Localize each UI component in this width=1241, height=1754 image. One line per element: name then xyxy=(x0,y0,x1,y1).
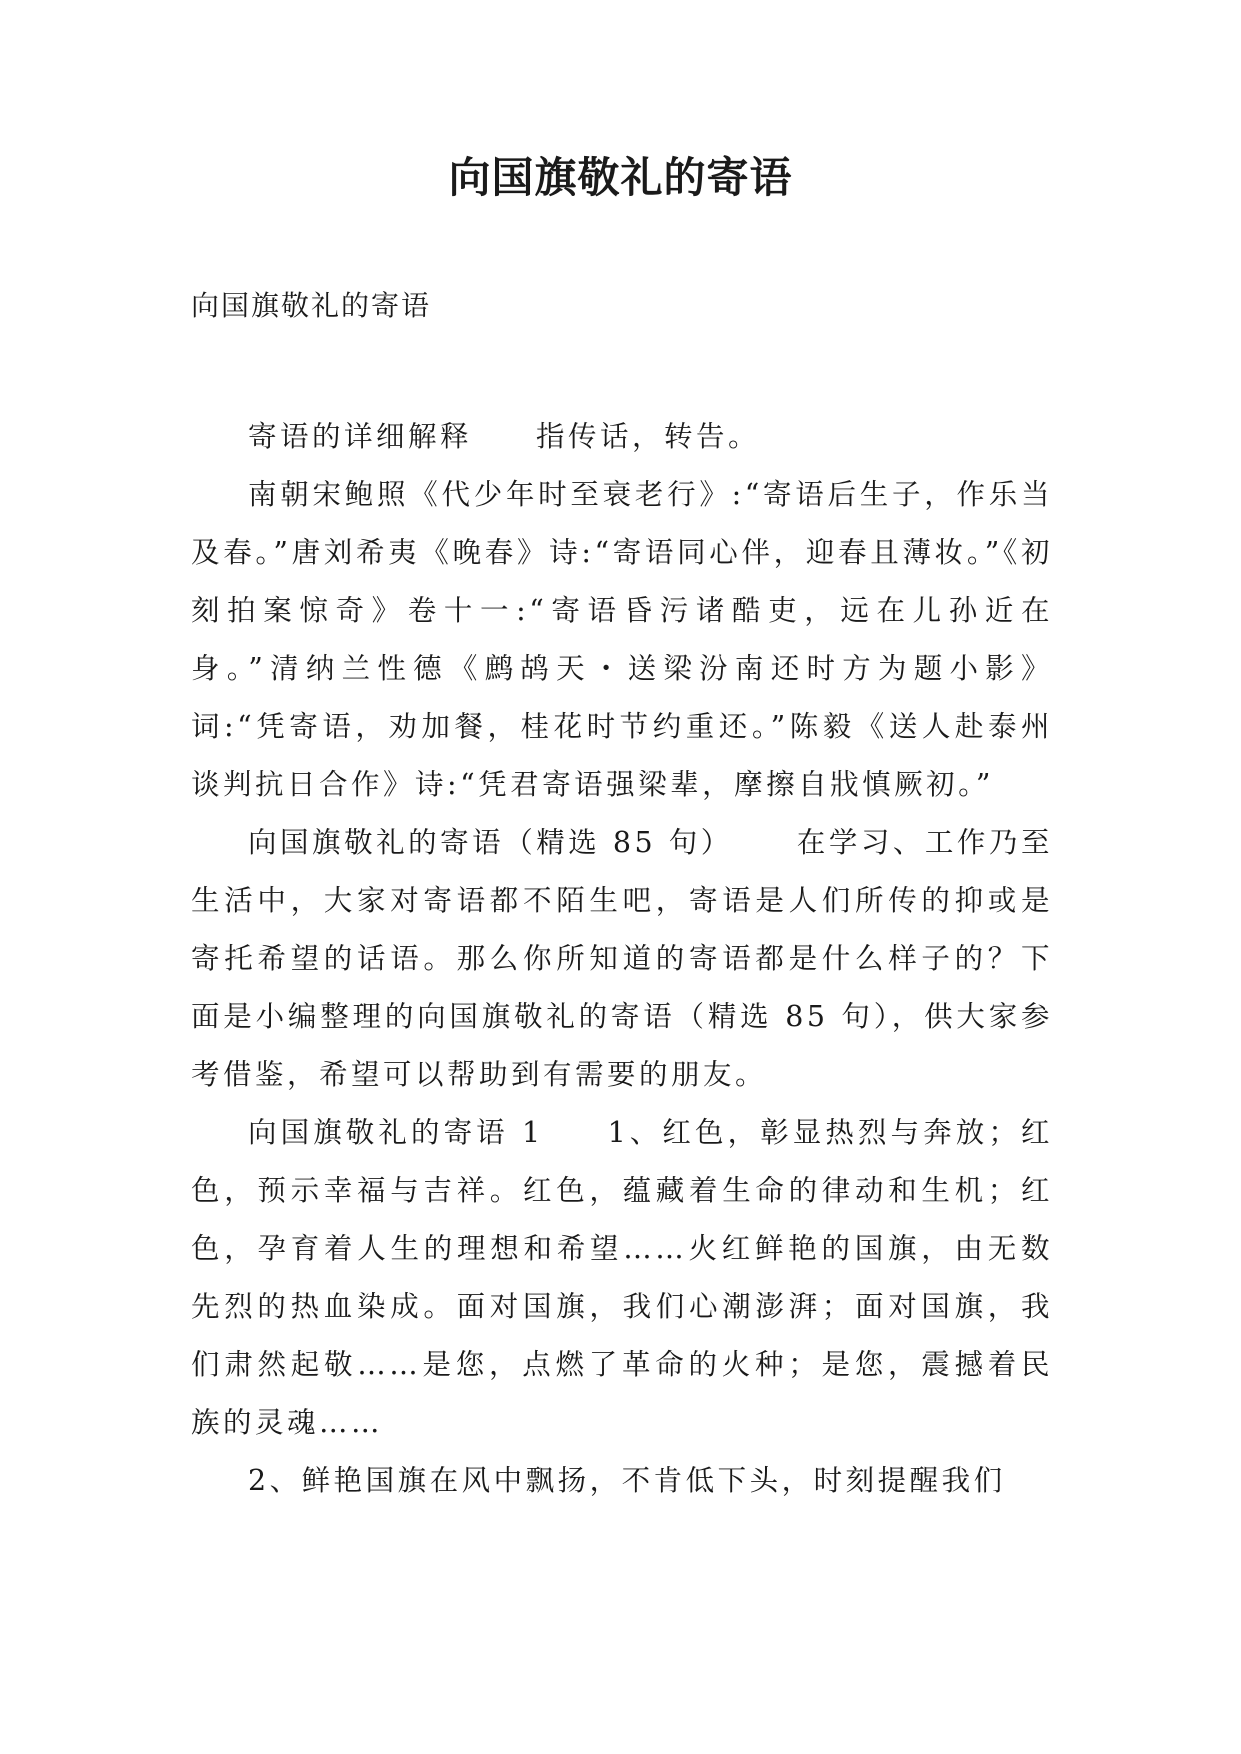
paragraph-text: 在学习、工作乃至生活中，大家对寄语都不陌生吧，寄语是人们所传的抑或是寄托希望的话语。那么你所知道的寄语都是什么样子的？下面是小编整理的向国旗敬礼的寄语（精选 85 句），供大家参考借鉴，希望可以帮助到有需要的朋友。 xyxy=(191,826,1053,1091)
paragraph xyxy=(191,408,1053,466)
paragraph xyxy=(191,814,1053,1104)
paragraph-lead: 向国旗敬礼的寄语 1 xyxy=(248,1116,544,1149)
paragraph xyxy=(191,1452,1053,1510)
paragraph xyxy=(191,466,1053,814)
paragraph-text: 南朝宋鲍照《代少年时至衰老行》:“寄语后生子，作乐当及春。”唐刘希夷《晚春》诗:“寄语同心伴，迎春且薄妆。”《初刻拍案惊奇》卷十一:“寄语昏污诸酷吏，远在儿孙近在身。”清纳兰性德《鹧鸪天・送梁汾南还时方为题小影》词:“凭寄语，劝加餐，桂花时节约重还。”陈毅《送人赴泰州谈判抗日合作》诗:“凭君寄语强梁辈，摩擦自戕慎厥初。” xyxy=(191,478,1053,801)
paragraph xyxy=(191,1104,1053,1452)
document-title: 向国旗敬礼的寄语 xyxy=(448,153,793,202)
paragraph-lead: 寄语的详细解释 xyxy=(248,420,473,453)
paragraph-text: 1、红色，彰显热烈与奔放；红色，预示幸福与吉祥。红色，蕴藏着生命的律动和生机；红色，孕育着人生的理想和希望……火红鲜艳的国旗，由无数先烈的热血染成。面对国旗，我们心潮澎湃；面对国旗，我们肃然起敬……是您，点燃了革命的火种；是您，震撼着民族的灵魂…… xyxy=(191,1116,1053,1439)
paragraph-text: 2、鲜艳国旗在风中飘扬，不肯低下头，时刻提醒我们 xyxy=(248,1464,1006,1497)
paragraph-text: 指传话，转告。 xyxy=(536,420,761,453)
paragraph-lead: 向国旗敬礼的寄语（精选 85 句） xyxy=(248,826,733,859)
document-subtitle: 向国旗敬礼的寄语 xyxy=(191,289,432,322)
document-body xyxy=(191,408,1053,1510)
